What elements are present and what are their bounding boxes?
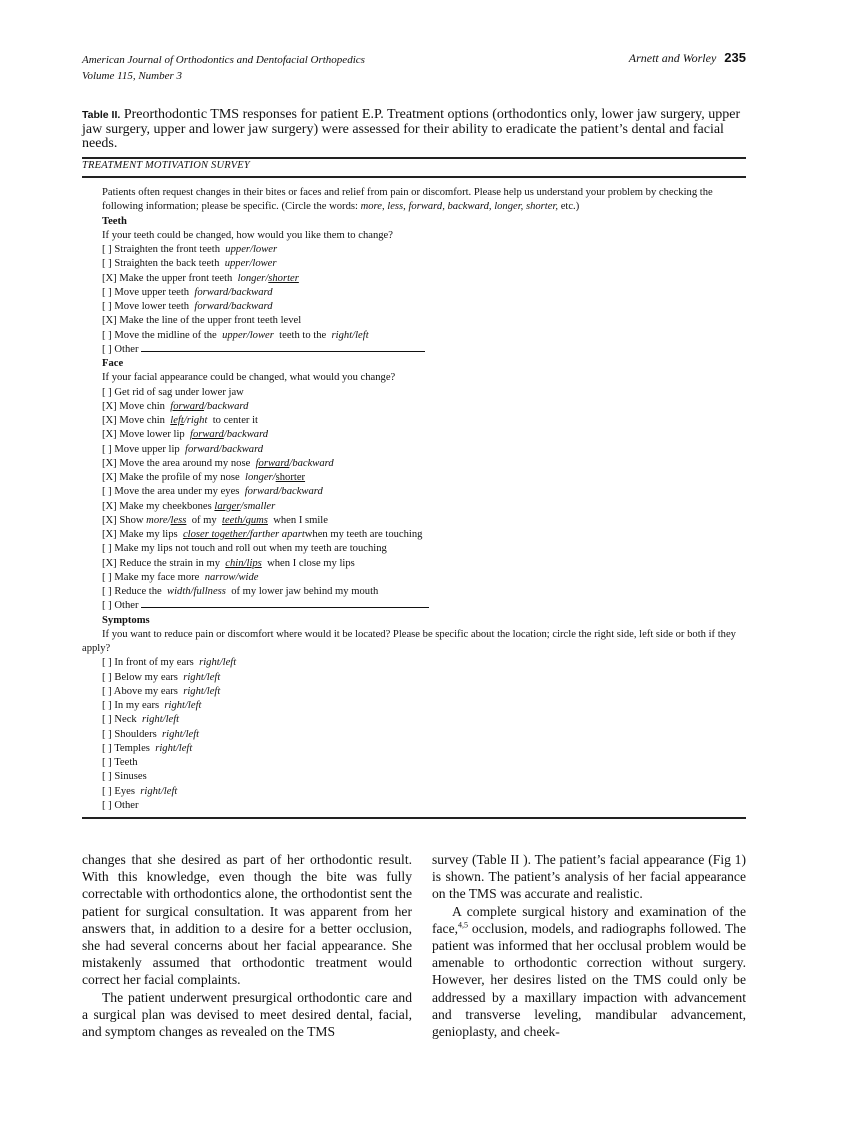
symptoms-question: If you want to reduce pain or discomfort where would it be located? Please be specific about the location; circle the right side, left side or both if they apply? xyxy=(82,628,736,654)
table-header-rule xyxy=(82,176,746,178)
other-blank-line[interactable] xyxy=(141,343,425,352)
face-item[interactable]: [X] Move lower lip forward/backward xyxy=(102,429,269,441)
running-header-right xyxy=(629,50,746,66)
teeth-item-other[interactable]: [ ] Other xyxy=(82,343,746,357)
authors: Arnett and Worley xyxy=(628,51,717,65)
face-item[interactable]: [ ] Get rid of sag under lower jaw xyxy=(102,386,244,398)
symptom-item[interactable]: [ ] In my ears right/left xyxy=(102,700,202,711)
symptom-item[interactable]: [ ] Above my ears right/left xyxy=(102,685,221,697)
survey-body xyxy=(82,186,746,813)
table-top-rule xyxy=(82,157,746,159)
face-item[interactable]: [X] Move chin forward/backward xyxy=(102,400,249,412)
survey-title: TREATMENT MOTIVATION SURVEY xyxy=(82,160,250,171)
face-item[interactable]: [X] Move the area around my nose forward/backward xyxy=(102,457,334,469)
teeth-item[interactable]: [X] Make the upper front teeth longer/shorter xyxy=(102,272,299,284)
teeth-item[interactable]: [ ] Move upper teeth forward/backward xyxy=(102,286,273,298)
face-item[interactable]: [ ] Make my face more narrow/wide xyxy=(102,571,259,583)
face-item[interactable]: [X] Make my lips closer together/farther apartwhen my teeth are touching xyxy=(102,529,423,540)
face-item[interactable]: [X] Make the profile of my nose longer/shorter xyxy=(102,472,306,483)
table-caption-text: Preorthodontic TMS responses for patient E.P. Treatment options (orthodontics only, lower jaw surgery, upper jaw surgery, upper and lower jaw surgery) were assessed for their ability to eradicate the patient’s dental and facial needs. xyxy=(82,107,741,151)
symptom-item[interactable]: [ ] Sinuses xyxy=(102,771,147,783)
face-question: If your facial appearance could be changed, what would you change? xyxy=(102,372,396,384)
body-column-left xyxy=(82,851,412,1040)
paragraph: survey (Table II ). The patient’s facial appearance (Fig 1) is shown. The patient’s analysis of her facial appearance on the TMS was accurate and realistic. xyxy=(432,852,746,902)
face-item[interactable]: [X] Show more/less of my teeth/gums when I smile xyxy=(102,514,328,526)
teeth-question: If your teeth could be changed, how would you like them to change? xyxy=(102,229,393,241)
paragraph: The patient underwent presurgical orthodontic care and a surgical plan was devised to meet desired dental, facial, and symptom changes as revealed on the TMS xyxy=(82,989,412,1040)
section-heading-face: Face xyxy=(102,358,124,369)
teeth-item[interactable]: [X] Make the line of the upper front teeth level xyxy=(102,315,302,327)
citation-superscript[interactable]: 4,5 xyxy=(458,920,469,930)
face-item[interactable]: [ ] Move upper lip forward/backward xyxy=(102,443,264,455)
face-item[interactable]: [X] Move chin left/right to center it xyxy=(102,415,258,426)
symptom-item[interactable]: [ ] Neck right/left xyxy=(102,714,180,726)
section-heading-teeth: Teeth xyxy=(102,215,127,227)
other-blank-line[interactable] xyxy=(141,599,429,608)
journal-volume: Volume 115, Number 3 xyxy=(82,70,183,82)
face-item[interactable]: [ ] Reduce the width/fullness of my lower jaw behind my mouth xyxy=(102,586,379,597)
symptom-item[interactable]: [ ] Shoulders right/left xyxy=(102,728,200,740)
table-bottom-rule xyxy=(82,817,746,819)
teeth-item[interactable]: [ ] Straighten the back teeth upper/lower xyxy=(102,258,277,270)
face-item[interactable]: [X] Make my cheekbones larger/smaller xyxy=(102,500,276,512)
page-number: 235 xyxy=(724,50,746,65)
face-item[interactable]: [ ] Move the area under my eyes forward/backward xyxy=(102,486,323,498)
table-label: Table II. xyxy=(82,109,121,121)
face-item[interactable]: [X] Reduce the strain in my chin/lips when I close my lips xyxy=(102,557,355,569)
survey-intro: Patients often request changes in their bites or faces and relief from pain or discomfort. Please help us understand your problem by checking the following information; please be specific. (Circle the words: more, less, forward, backward, longer, shorter, etc.) xyxy=(102,187,713,213)
teeth-item[interactable]: [ ] Move lower teeth forward/backward xyxy=(102,301,273,312)
symptom-item[interactable]: [ ] In front of my ears right/left xyxy=(102,657,237,669)
running-header-journal xyxy=(82,52,365,84)
teeth-item[interactable]: [ ] Move the midline of the upper/lower teeth to the right/left xyxy=(102,329,369,341)
journal-name: American Journal of Orthodontics and Dentofacial Orthopedics xyxy=(82,54,365,66)
table-caption xyxy=(82,108,746,152)
paragraph: A complete surgical history and examination of the face,$^{4,5}$ occlusion, models, and radiographs followed. The patient was informed that her occlusal problem would be amenable to orthodontic correction without surgery. However, her desires listed on the TMS could only be addressed by a maxillary impaction with advancement and transverse leveling, mandibular advancement, genioplasty, and cheek- xyxy=(432,903,746,1040)
paragraph: changes that she desired as part of her orthodontic result. With this knowledge, even though the bite was fully correctable with orthodontics alone, the orthodontist sent the patient for surgical consultation. It was apparent from her answers that, in addition to a desire for a better occlusion, she had several concerns about her facial appearance. She mistakenly assumed that orthodontic treatment would correct her facial complaints. xyxy=(82,852,412,988)
symptom-item[interactable]: [ ] Below my ears right/left xyxy=(102,671,221,683)
symptom-item[interactable]: [ ] Temples right/left xyxy=(102,742,193,754)
symptom-item[interactable]: [ ] Teeth xyxy=(102,757,138,768)
face-item[interactable]: [ ] Make my lips not touch and roll out when my teeth are touching xyxy=(102,543,387,555)
section-heading-symptoms: Symptoms xyxy=(102,614,150,626)
face-item-other[interactable]: [ ] Other xyxy=(82,599,746,613)
symptom-item[interactable]: [ ] Eyes right/left xyxy=(102,785,178,797)
teeth-item[interactable]: [ ] Straighten the front teeth upper/lower xyxy=(102,244,278,255)
body-column-right xyxy=(432,851,746,1040)
symptom-item[interactable]: [ ] Other xyxy=(102,799,139,811)
